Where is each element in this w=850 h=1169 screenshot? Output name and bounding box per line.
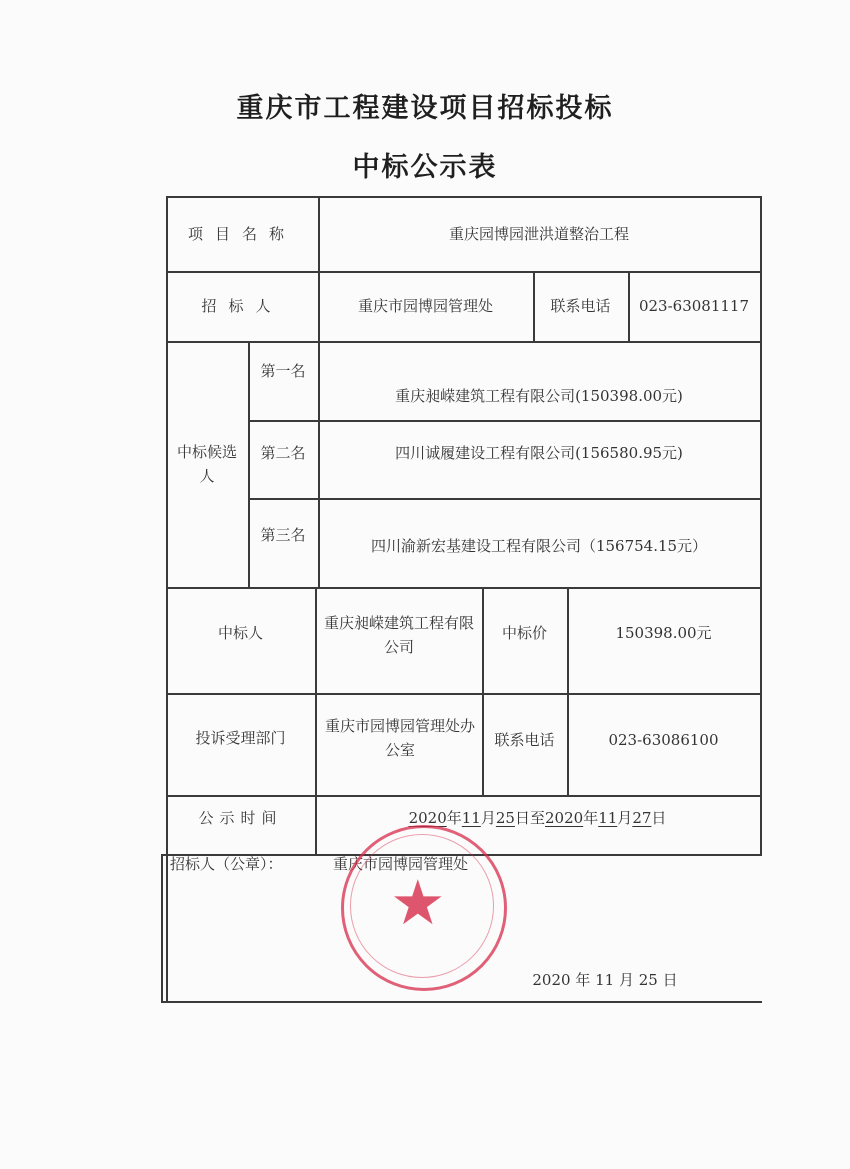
day-char: 日: [651, 808, 667, 827]
candidate-rank-1: 第一名: [260, 362, 306, 380]
year-char: 年: [446, 808, 462, 827]
start-day: 25: [495, 808, 515, 827]
winner-value: 重庆昶嵘建筑工程有限公司: [323, 614, 474, 656]
project-name-value: 重庆园博园泄洪道整治工程: [448, 224, 629, 243]
winning-price-value: 150398.00元: [615, 624, 712, 642]
document-subtitle: 中标公示表: [352, 152, 498, 183]
seal-section-name: 重庆市园博园管理处: [333, 855, 469, 873]
complaint-dept-value: 重庆市园博园管理处办公室: [324, 717, 475, 759]
candidate-rank-2: 第二名: [260, 444, 306, 462]
month-char: 月: [480, 808, 496, 827]
complaint-phone-value: 023-63086100: [608, 731, 719, 749]
complaint-dept-label: 投诉受理部门: [195, 729, 286, 747]
end-day: 27: [632, 808, 652, 827]
candidate-name-3: 四川渝新宏基建设工程有限公司（156754.15元）: [370, 537, 708, 555]
winner-label: 中标人: [217, 624, 263, 642]
month-char: 月: [617, 808, 633, 827]
candidates-label: 中标候选人: [176, 443, 237, 485]
project-name-label: 项目名称: [187, 224, 296, 243]
publicity-time-label: 公示时间: [198, 808, 283, 827]
start-month: 11: [461, 808, 481, 827]
tenderer-label: 招标人: [201, 297, 283, 315]
seal-section-label: 招标人（公章）：: [170, 855, 283, 873]
tenderer-phone-value: 023-63081117: [638, 297, 750, 315]
candidate-rank-3: 第三名: [260, 526, 306, 544]
sign-date: 2020 年 11 月 25 日: [532, 971, 678, 989]
document-title: 重庆市工程建设项目招标投标: [236, 93, 614, 124]
to-char: 至: [529, 808, 545, 827]
tenderer-value: 重庆市园博园管理处: [357, 297, 493, 315]
day-char: 日: [514, 808, 530, 827]
candidate-name-2: 四川诚履建设工程有限公司(156580.95元): [395, 444, 683, 462]
complaint-phone-label: 联系电话: [494, 731, 555, 749]
start-year: 2020: [408, 808, 447, 827]
candidate-name-1: 重庆昶嵘建筑工程有限公司(150398.00元): [395, 387, 683, 405]
winning-price-label: 中标价: [501, 624, 547, 642]
tenderer-phone-label: 联系电话: [550, 297, 611, 315]
year-char: 年: [583, 808, 599, 827]
seal-star-icon: ★: [390, 866, 446, 939]
end-year: 2020: [545, 808, 584, 827]
publicity-time-value: [315, 795, 760, 840]
end-month: 11: [598, 808, 618, 827]
